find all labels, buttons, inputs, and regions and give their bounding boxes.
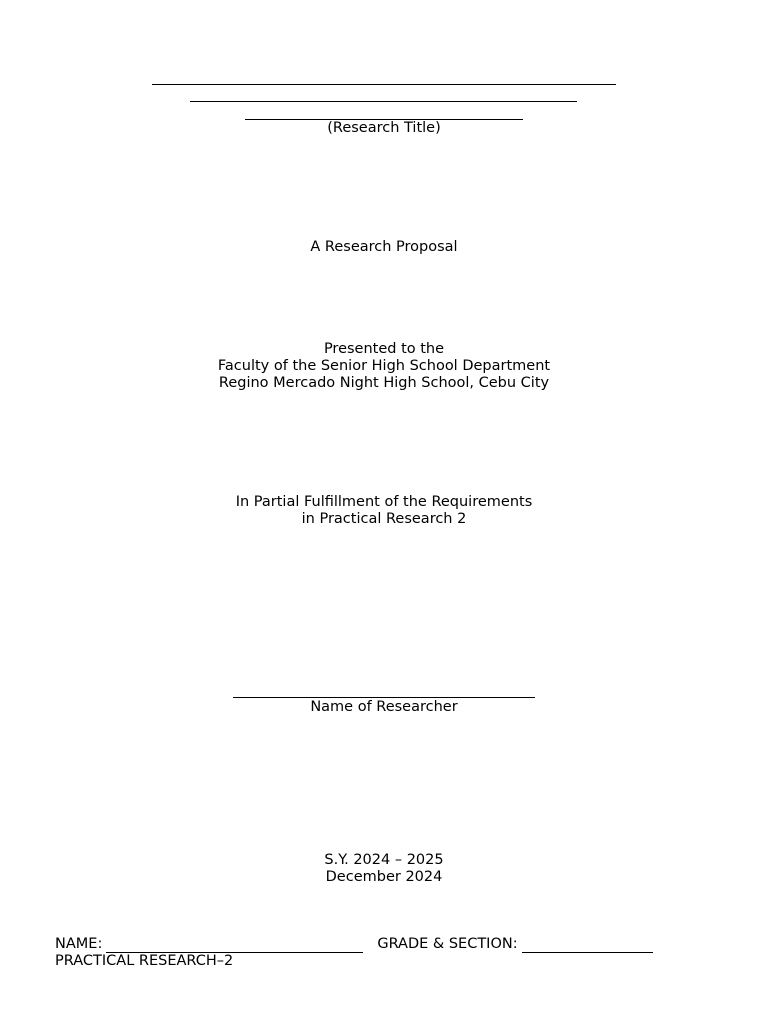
faculty-line: Faculty of the Senior High School Department — [217, 358, 551, 374]
presented-to-line: Presented to the — [323, 341, 445, 357]
subject-label: PRACTICAL RESEARCH–2 — [55, 953, 234, 969]
researcher-blank-line — [233, 697, 535, 698]
proposal-heading: A Research Proposal — [310, 239, 458, 255]
date-text: December 2024 — [325, 869, 443, 885]
grade-section-blank[interactable] — [522, 939, 653, 953]
fulfillment-block — [0, 494, 768, 528]
proposal-block — [0, 239, 768, 256]
fulfillment-line-1: In Partial Fulfillment of the Requirements — [235, 494, 533, 510]
grade-section-label: GRADE & SECTION: — [377, 936, 518, 952]
name-label: NAME: — [55, 936, 103, 952]
researcher-block — [0, 699, 768, 716]
title-blank-line-2 — [190, 101, 577, 102]
school-year-text: S.Y. 2024 – 2025 — [324, 852, 444, 868]
school-line: Regino Mercado Night High School, Cebu City — [218, 375, 550, 391]
presentation-block — [0, 341, 768, 392]
researcher-label: Name of Researcher — [310, 699, 458, 715]
footer-block — [55, 936, 653, 970]
research-title-block — [0, 120, 768, 137]
title-blank-line-1 — [152, 84, 616, 85]
school-year-block — [0, 852, 768, 886]
fulfillment-line-2: in Practical Research 2 — [301, 511, 467, 527]
footer-name-row — [55, 936, 653, 953]
research-title-label: (Research Title) — [327, 120, 441, 136]
name-blank[interactable] — [106, 939, 363, 953]
